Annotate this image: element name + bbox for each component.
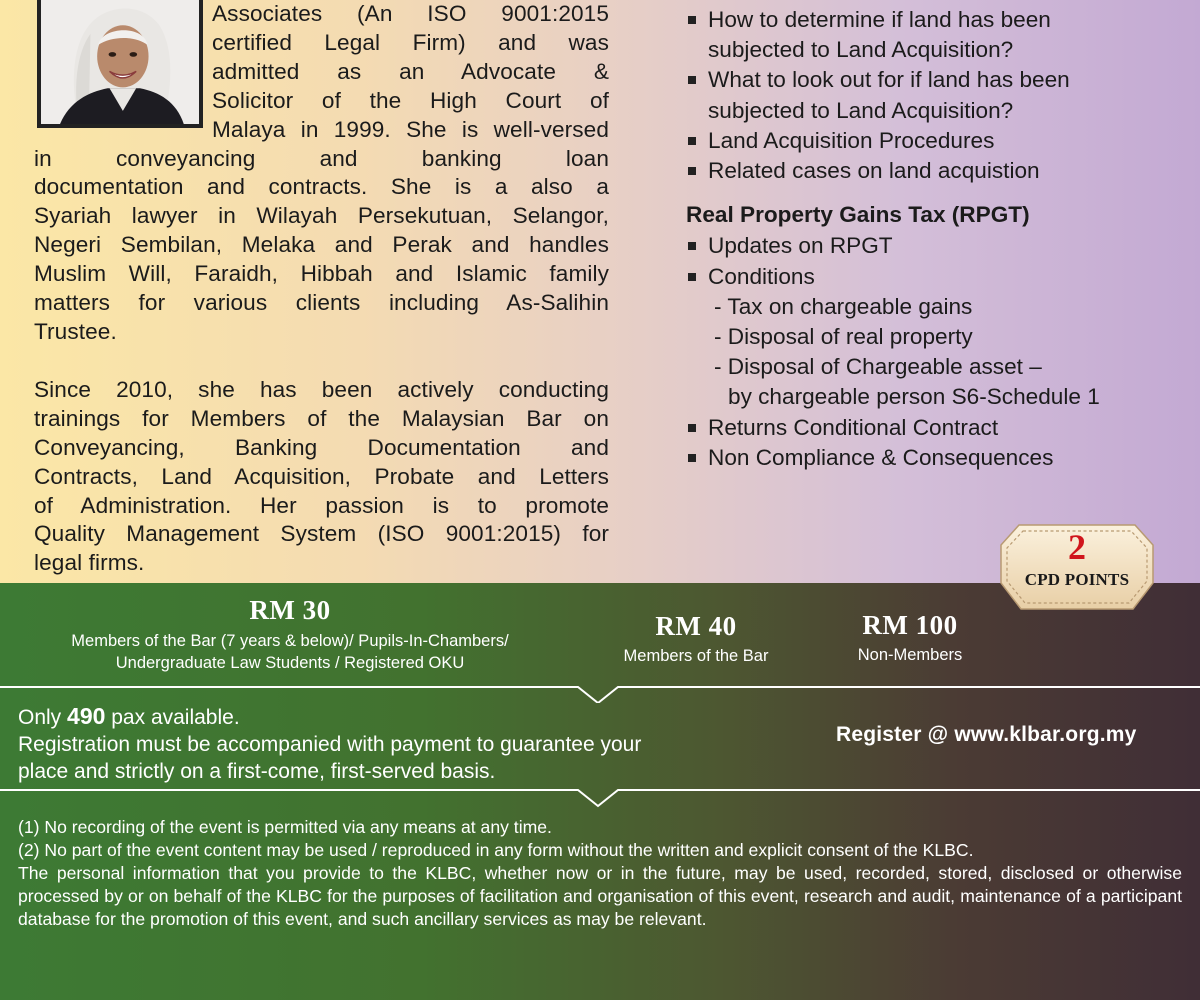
availability-suffix: pax available. bbox=[111, 706, 240, 729]
note-line: (2) No part of the event content may be used / reproduced in any form without the written and explicit consent of the KLBC. bbox=[18, 840, 974, 860]
outline-subitem: - Tax on chargeable gains bbox=[714, 293, 973, 319]
course-outline bbox=[686, 5, 1186, 473]
outline-subitem-cont: by chargeable person S6-Schedule 1 bbox=[728, 384, 1100, 410]
bio-line: Syariah lawyer in Wilayah Persekutuan, Selangor, bbox=[34, 203, 609, 229]
bio-line: documentation and contracts. She is a also a bbox=[34, 174, 609, 200]
privacy-notice: The personal information that you provide to the KLBC, whether now or in the future, may be used, recorded, stored, disclosed or otherwise processed by or on behalf of the KLBC for the purposes of facilitation and organisation of this event, research and audit, maintenance of a participant database for the promotion of this event, and such ancillary services as may be relevant. bbox=[18, 863, 1182, 929]
bio-line: Negeri Sembilan, Melaka and Perak and handles bbox=[34, 232, 609, 258]
price-amount: RM 100 bbox=[862, 610, 958, 640]
bio-line: admitted as an Advocate & bbox=[212, 58, 609, 84]
terms-notes bbox=[18, 816, 1182, 931]
price-amount: RM 40 bbox=[655, 611, 737, 641]
bio-line: Malaya in 1999. She is well-versed bbox=[212, 116, 609, 142]
cpd-label: CPD POINTS bbox=[1024, 570, 1130, 589]
price-tier-1 bbox=[30, 595, 550, 674]
divider-arrow bbox=[0, 673, 1200, 703]
bio-line: certified Legal Firm) and was bbox=[212, 29, 609, 55]
outline-item-cont: subjected to Land Acquisition? bbox=[708, 37, 1014, 63]
rpgt-heading: Real Property Gains Tax (RPGT) bbox=[686, 202, 1030, 228]
register-link[interactable]: Register @ www.klbar.org.my bbox=[836, 723, 1137, 746]
availability-line: place and strictly on a first-come, first-served basis. bbox=[18, 760, 496, 783]
bio-line: legal firms. bbox=[34, 550, 145, 576]
outline-subitem: - Disposal of real property bbox=[714, 324, 973, 350]
price-desc: Non-Members bbox=[857, 646, 963, 664]
divider-arrow bbox=[0, 778, 1200, 808]
outline-item: What to look out for if land has been bbox=[686, 65, 1186, 95]
bio-line: trainings for Members of the Malaysian Bar on bbox=[34, 405, 609, 431]
bio-line: Quality Management System (ISO 9001:2015) for bbox=[34, 521, 609, 547]
price-tier-2 bbox=[596, 611, 796, 667]
outline-item-cont: subjected to Land Acquisition? bbox=[708, 97, 1014, 123]
price-desc: Undergraduate Law Students / Registered OKU bbox=[115, 654, 465, 672]
price-tier-3 bbox=[810, 610, 1010, 666]
availability-text bbox=[18, 703, 778, 785]
note-line: (1) No recording of the event is permitted via any means at any time. bbox=[18, 817, 552, 837]
outline-item: How to determine if land has been bbox=[686, 5, 1186, 35]
speaker-bio bbox=[34, 0, 609, 578]
bio-line: Since 2010, she has been actively conducting bbox=[34, 376, 609, 402]
bio-line: Contracts, Land Acquisition, Probate and Letters bbox=[34, 463, 609, 489]
price-amount: RM 30 bbox=[249, 595, 331, 625]
bio-line: Muslim Will, Faraidh, Hibbah and Islamic family bbox=[34, 261, 609, 287]
bio-line: of Administration. Her passion is to promote bbox=[34, 492, 609, 518]
availability-prefix: Only bbox=[18, 706, 62, 729]
outline-item: Updates on RPGT bbox=[686, 231, 1186, 261]
pax-count: 490 bbox=[67, 703, 106, 729]
bio-line: Trustee. bbox=[34, 318, 117, 344]
availability-line: Registration must be accompanied with payment to guarantee your bbox=[18, 733, 642, 756]
outline-subitem: - Disposal of Chargeable asset – bbox=[714, 354, 1042, 380]
bio-line: matters for various clients including As-Salihin bbox=[34, 290, 609, 316]
outline-item: Non Compliance & Consequences bbox=[686, 443, 1186, 473]
price-desc: Members of the Bar (7 years & below)/ Pupils-In-Chambers/ bbox=[71, 632, 509, 650]
registration-section bbox=[0, 583, 1200, 1000]
price-desc: Members of the Bar bbox=[623, 647, 769, 665]
outline-item: Land Acquisition Procedures bbox=[686, 126, 1186, 156]
outline-item: Conditions bbox=[686, 262, 1186, 292]
bio-line: in conveyancing and banking loan bbox=[34, 145, 609, 171]
bio-line: Associates (An ISO 9001:2015 bbox=[212, 1, 609, 26]
bio-line: Conveyancing, Banking Documentation and bbox=[34, 434, 609, 460]
cpd-number: 2 bbox=[1068, 527, 1086, 567]
outline-item: Related cases on land acquistion bbox=[686, 156, 1186, 186]
bio-line: Solicitor of the High Court of bbox=[212, 87, 609, 113]
outline-item: Returns Conditional Contract bbox=[686, 413, 1186, 443]
cpd-badge bbox=[997, 521, 1157, 613]
